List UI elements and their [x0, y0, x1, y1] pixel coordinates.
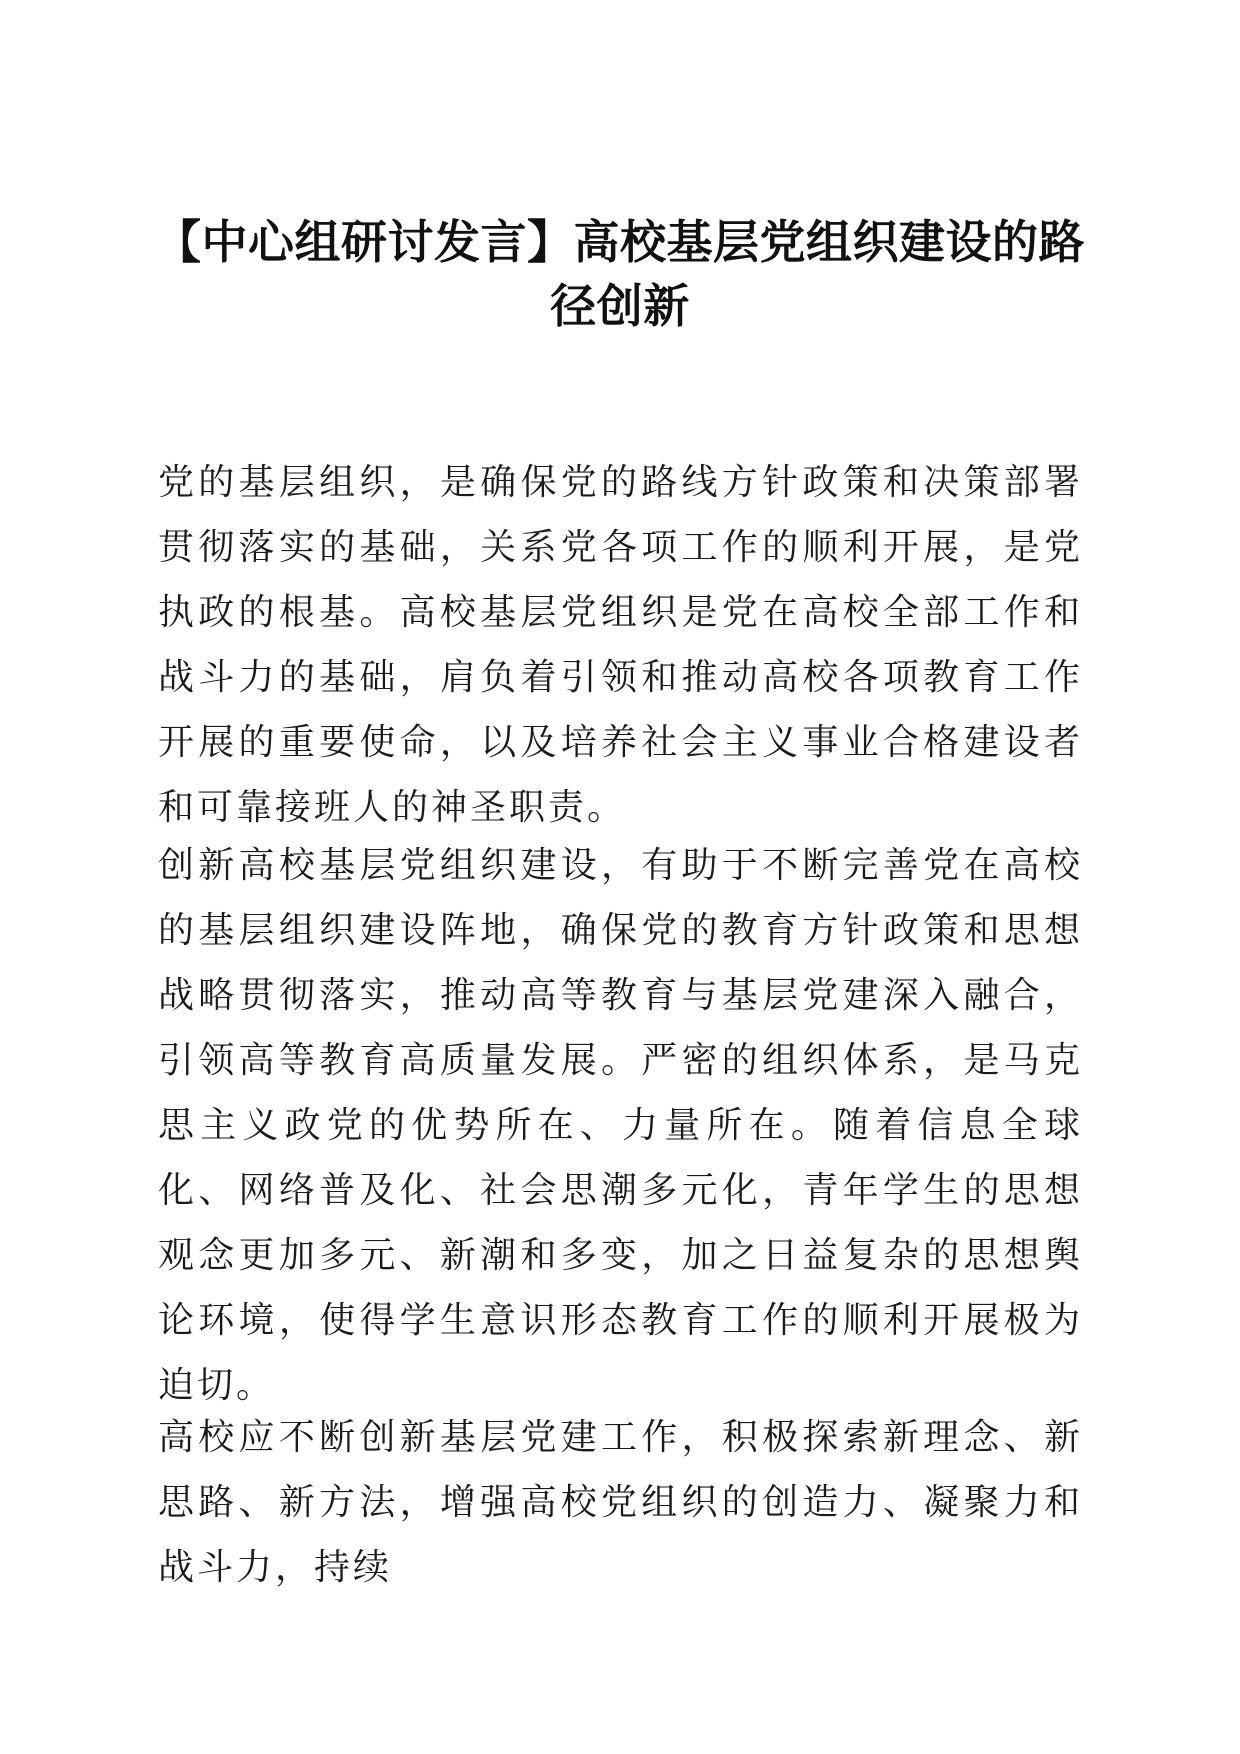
paragraph-1: 党的基层组织，是确保党的路线方针政策和决策部署贯彻落实的基础，关系党各项工作的顺利开展，是党执政的根基。高校基层党组织是党在高校全部工作和战斗力的基础，肩负着引领和推动高校各项教育工作开展的重要使命，以及培养社会主义事业合格建设者和可靠接班人的神圣职责。	[158, 462, 1083, 828]
document-title: 【中心组研讨发言】高校基层党组织建设的路径创新	[155, 215, 1085, 333]
paragraph-2: 创新高校基层党组织建设，有助于不断完善党在高校的基层组织建设阵地，确保党的教育方针政策和思想战略贯彻落实，推动高等教育与基层党建深入融合，引领高等教育高质量发展。严密的组织体系，是马克思主义政党的优势所在、力量所在。随着信息全球化、网络普及化、社会思潮多元化，青年学生的思想观念更加多元、新潮和多变，加之日益复杂的思想舆论环境，使得学生意识形态教育工作的顺利开展极为迫切。	[158, 845, 1083, 1406]
paragraph-3: 高校应不断创新基层党建工作，积极探索新理念、新思路、新方法，增强高校党组织的创造力、凝聚力和战斗力，持续	[158, 1417, 1083, 1588]
